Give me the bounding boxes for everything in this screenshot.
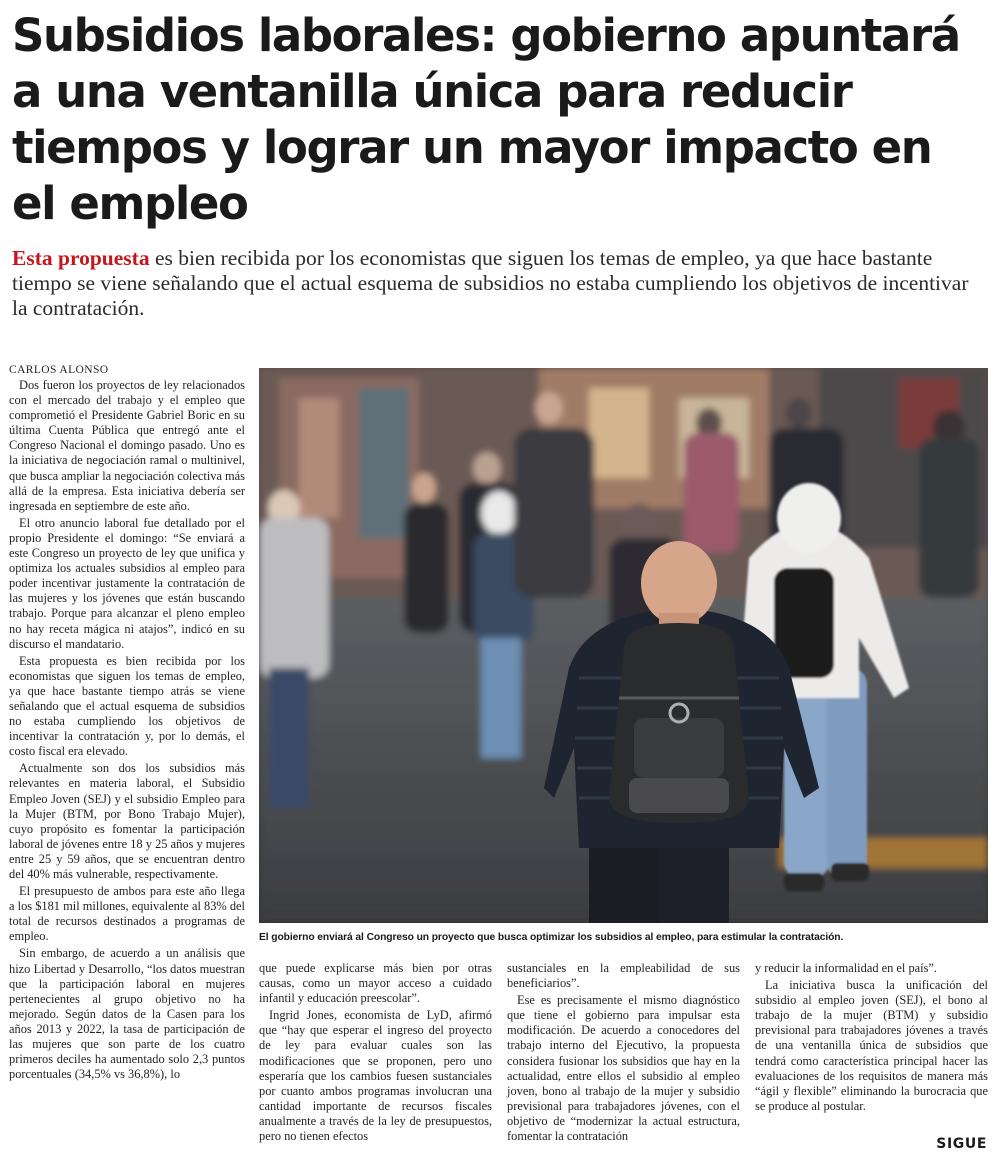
body-paragraph: Ingrid Jones, economista de LyD, afirmó que “hay que esperar el ingreso del proyecto de ley para evaluar cuales son las modificaciones que se proponen, pero uno esperaría que los cambios fuesen sustanciales por cuanto ambos programas involucran una cantidad importante de recursos fiscales anualmente a través de la ley de presupuestos, pero no tienen efectos: [259, 1008, 492, 1144]
body-paragraph: El otro anuncio laboral fue detallado por el propio Presidente el domingo: “Se enviará a este Congreso un proyecto de ley que unifica y optimiza los actuales subsidios al empleo para poder incentivar justamente la contratación de las mujeres y los jóvenes que están buscando trabajo. Porque para alcanzar el pleno empleo no hay receta mágica ni atajos”, indicó en su discurso el mandatario.: [9, 515, 245, 651]
lead-text: es bien recibida por los economistas que siguen los temas de empleo, ya que hace bastante tiempo se viene señalando que el actual esquema de subsidios no estaba cumpliendo los objetivos de incentivar la contratación.: [12, 246, 969, 320]
body-column-1: [9, 378, 245, 1084]
body-paragraph: La iniciativa busca la unificación del subsidio al empleo joven (SEJ), el bono al trabajo de la mujer (BTM) y subsidio previsional para trabajadores jóvenes a través de una ventanilla única de subsidios que tendrá como característica principal hacer las evaluaciones de los requisitos de manera más “ágil y flexible” eliminando la burocracia que se produce al postular.: [755, 978, 988, 1113]
byline: CARLOS ALONSO: [9, 364, 109, 376]
headline: Subsidios laborales: gobierno apuntará a una ventanilla única para reducir tiempos y lograr un mayor impacto en el empleo: [12, 9, 960, 230]
body-paragraph: Dos fueron los proyectos de ley relacionados con el mercado del trabajo y el empleo que comprometió el Presidente Gabriel Boric en su última Cuenta Pública que entregó ante el Congreso Nacional el domingo pasado. Uno es la iniciativa de negociación ramal o multinivel, que busca ampliar la negociación colectiva más allá de la empresa. Esta iniciativa debería ser ingresada en septiembre de este año.: [9, 378, 246, 513]
body-paragraph: sustanciales en la empleabilidad de sus beneficiarios”.: [507, 961, 740, 991]
body-paragraph: Actualmente son dos los subsidios más relevantes en materia laboral, el Subsidio Empleo Joven (SEJ) y el subsidio Empleo para la Mujer (BTM, por Bono Trabajo Mujer), cuyo propósito es fomentar la participación laboral de jóvenes entre 18 y 25 años y mujeres entre 25 y 59 años, que se encuentran dentro del 40% más vulnerable, respectivamente.: [9, 761, 245, 881]
body-paragraph: El presupuesto de ambos para este año llega a los $181 mil millones, equivalente al 83% del total de recursos destinados a programas de empleo.: [9, 884, 245, 944]
body-paragraph: y reducir la informalidad en el país”.: [755, 961, 937, 975]
continues-label: SIGUE: [936, 1136, 987, 1152]
body-column-2: [259, 961, 492, 1146]
body-column-3: [507, 961, 740, 1146]
lead-kicker: Esta propuesta: [12, 246, 150, 270]
body-paragraph: que puede explicarse más bien por otras causas, como un mayor acceso a cuidado infantil y educación preescolar”.: [259, 961, 492, 1006]
body-paragraph: Esta propuesta es bien recibida por los economistas que siguen los temas de empleo, ya que hace bastante tiempo atrás se viene señalando que el actual esquema de subsidios no estaba cumpliendo los objetivos de incentivar la contratación y, por lo demás, el costo fiscal era elevado.: [9, 653, 245, 759]
body-paragraph: Ese es precisamente el mismo diagnóstico que tiene el gobierno para impulsar esta modificación. De acuerdo a conocedores del trabajo interno del Ejecutivo, la propuesta considera fusionar los subsidios que hay en la actualidad, entre ellos el subsidio al empleo joven, bono al trabajo de la mujer y subsidio previsional para trabajadores jóvenes, con el objetivo de “modernizar la actual estructura, fomentar la contratación: [507, 993, 740, 1144]
photo-caption: El gobierno enviará al Congreso un proyecto que busca optimizar los subsidios al empleo, para estimular la contratación.: [259, 932, 844, 943]
article-photo: [259, 368, 988, 923]
body-paragraph: Sin embargo, de acuerdo a un análisis que hizo Libertad y Desarrollo, “los datos muestran que la participación laboral en mujeres pertenecientes al grupo objetivo no ha mejorado. Según datos de la Casen para los años 2013 y 2022, la tasa de participación de las mujeres que son parte de los cuatro primeros deciles ha aumentado solo 2,3 puntos porcentuales (34,5% vs 36,8%), lo: [9, 946, 245, 1082]
lead-paragraph: [12, 246, 987, 321]
body-column-4: [755, 961, 988, 1116]
